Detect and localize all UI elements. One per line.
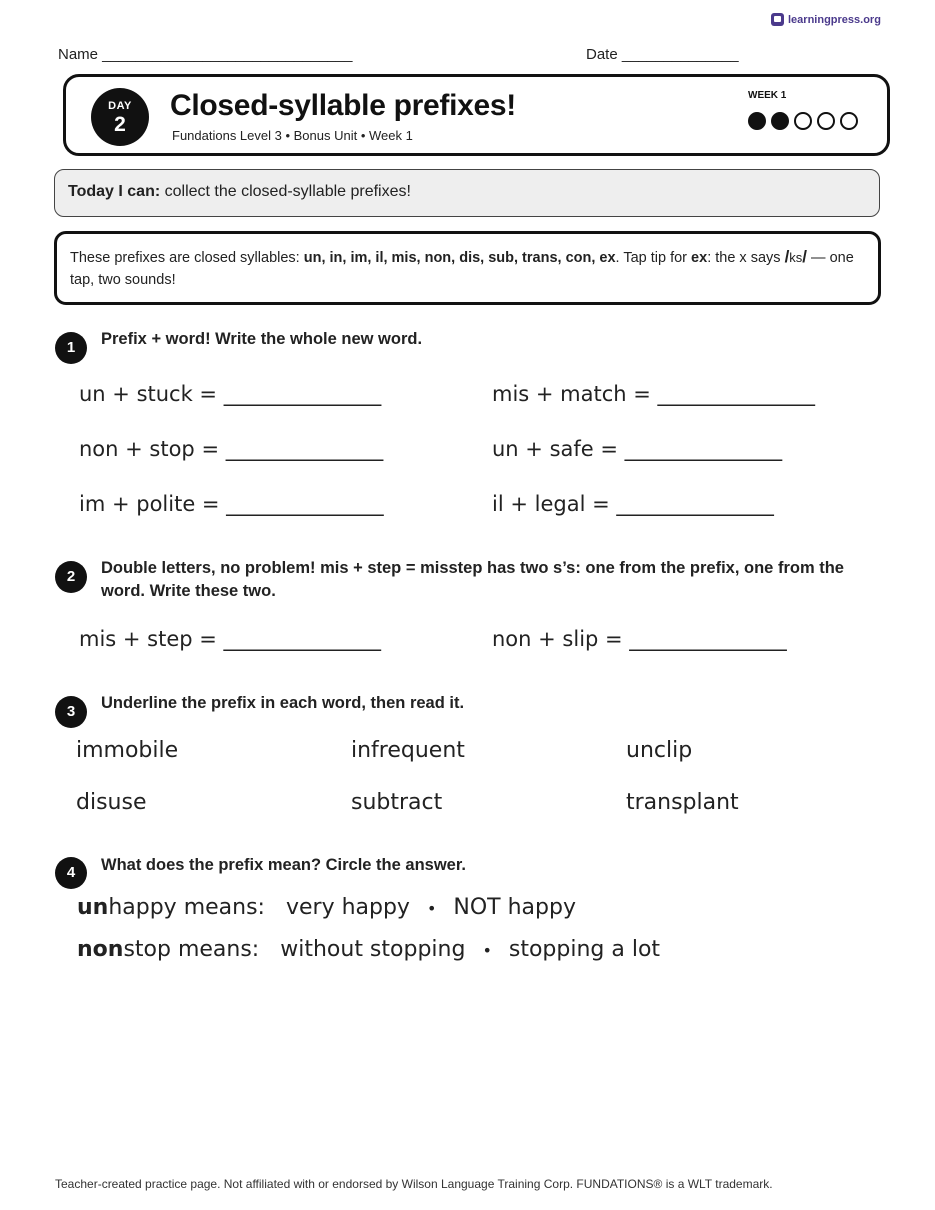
info-ks-sound: ks <box>789 250 803 265</box>
today-text: collect the closed-syllable prefixes! <box>160 183 411 200</box>
today-label: Today I can: <box>68 183 161 200</box>
q4-row-2-option-b[interactable]: stopping a lot <box>508 937 661 962</box>
q4-row-1-rest: happy means: <box>108 895 265 920</box>
q1-item-1: un + stuck = _______________ <box>79 382 382 406</box>
q4-row-1-option-a[interactable]: very happy <box>285 895 410 920</box>
q4-row-2-separator: • <box>482 940 492 960</box>
q4-row-2-rest: stop means: <box>123 937 260 962</box>
question-4-number: 4 <box>55 857 87 889</box>
q4-row-2-option-a[interactable]: without stopping <box>280 937 466 962</box>
q1-item-6: il + legal = _______________ <box>492 492 774 516</box>
week-progress-dots <box>748 112 858 130</box>
q3-word-2: infrequent <box>351 738 465 763</box>
day-number: 2 <box>114 113 126 136</box>
question-1-prompt: Prefix + word! Write the whole new word. <box>101 330 423 348</box>
question-4-prompt: What does the prefix mean? Circle the answer. <box>101 856 466 874</box>
name-field-label: Name ______________________________ <box>58 46 353 63</box>
q1-item-4: un + safe = _______________ <box>492 437 783 461</box>
q3-word-4: disuse <box>76 790 147 815</box>
q4-row-1 <box>77 895 576 920</box>
info-lead: These prefixes are closed syllables: <box>70 250 304 266</box>
progress-dot <box>817 112 835 130</box>
q4-row-2-prefix: non <box>77 937 124 962</box>
q3-word-6: transplant <box>626 790 739 815</box>
q3-word-5: subtract <box>351 790 443 815</box>
footer-disclaimer: Teacher-created practice page. Not affiliated with or endorsed by Wilson Language Training Corp. FUNDATIONS® is a WLT trademark. <box>55 1177 773 1191</box>
q4-row-1-option-b[interactable]: NOT happy <box>453 895 576 920</box>
q2-item-1: mis + step = _______________ <box>79 627 382 651</box>
q4-row-1-separator: • <box>426 898 437 918</box>
question-1-number: 1 <box>55 332 87 364</box>
today-i-can-box <box>54 169 880 217</box>
day-word: DAY <box>108 100 132 112</box>
info-prefix-list: un, in, im, il, mis, non, dis, sub, trans, con, ex <box>303 250 616 266</box>
question-3-prompt: Underline the prefix in each word, then read it. <box>101 694 465 712</box>
info-mid2: : the x says <box>707 250 785 266</box>
brand-text: learningpress.org <box>788 13 881 26</box>
info-ex: ex <box>691 250 708 266</box>
prefix-info-box <box>54 231 881 305</box>
progress-dot <box>771 112 789 130</box>
question-2-number: 2 <box>55 561 87 593</box>
q2-item-2: non + slip = _______________ <box>492 627 787 651</box>
page-title: Closed-syllable prefixes! <box>170 89 516 122</box>
info-slash-close: / <box>802 247 808 266</box>
info-tail: — one tap, two sounds! <box>70 250 854 288</box>
progress-dot <box>840 112 858 130</box>
q3-word-1: immobile <box>76 738 179 763</box>
book-icon <box>771 13 784 26</box>
info-mid: . Tap tip for <box>615 250 692 266</box>
q3-word-3: unclip <box>626 738 693 763</box>
q1-item-3: non + stop = _______________ <box>79 437 384 461</box>
progress-dot <box>794 112 812 130</box>
question-2-prompt: Double letters, no problem! mis + step = misstep has two s’s: one from the prefix, one from the word. Write these two. <box>101 559 844 600</box>
header-banner <box>63 74 890 156</box>
q4-row-1-prefix: un <box>77 895 109 920</box>
day-badge <box>91 88 149 146</box>
q1-item-2: mis + match = _______________ <box>492 382 816 406</box>
date-field-label: Date ______________ <box>586 46 739 63</box>
question-3-number: 3 <box>55 696 87 728</box>
week-label: WEEK 1 <box>748 90 787 101</box>
brand <box>771 13 881 26</box>
q4-row-2 <box>77 937 660 962</box>
q1-item-5: im + polite = _______________ <box>79 492 384 516</box>
progress-dot <box>748 112 766 130</box>
info-slash-open: / <box>784 247 790 266</box>
page-subtitle: Fundations Level 3 • Bonus Unit • Week 1 <box>172 128 413 143</box>
